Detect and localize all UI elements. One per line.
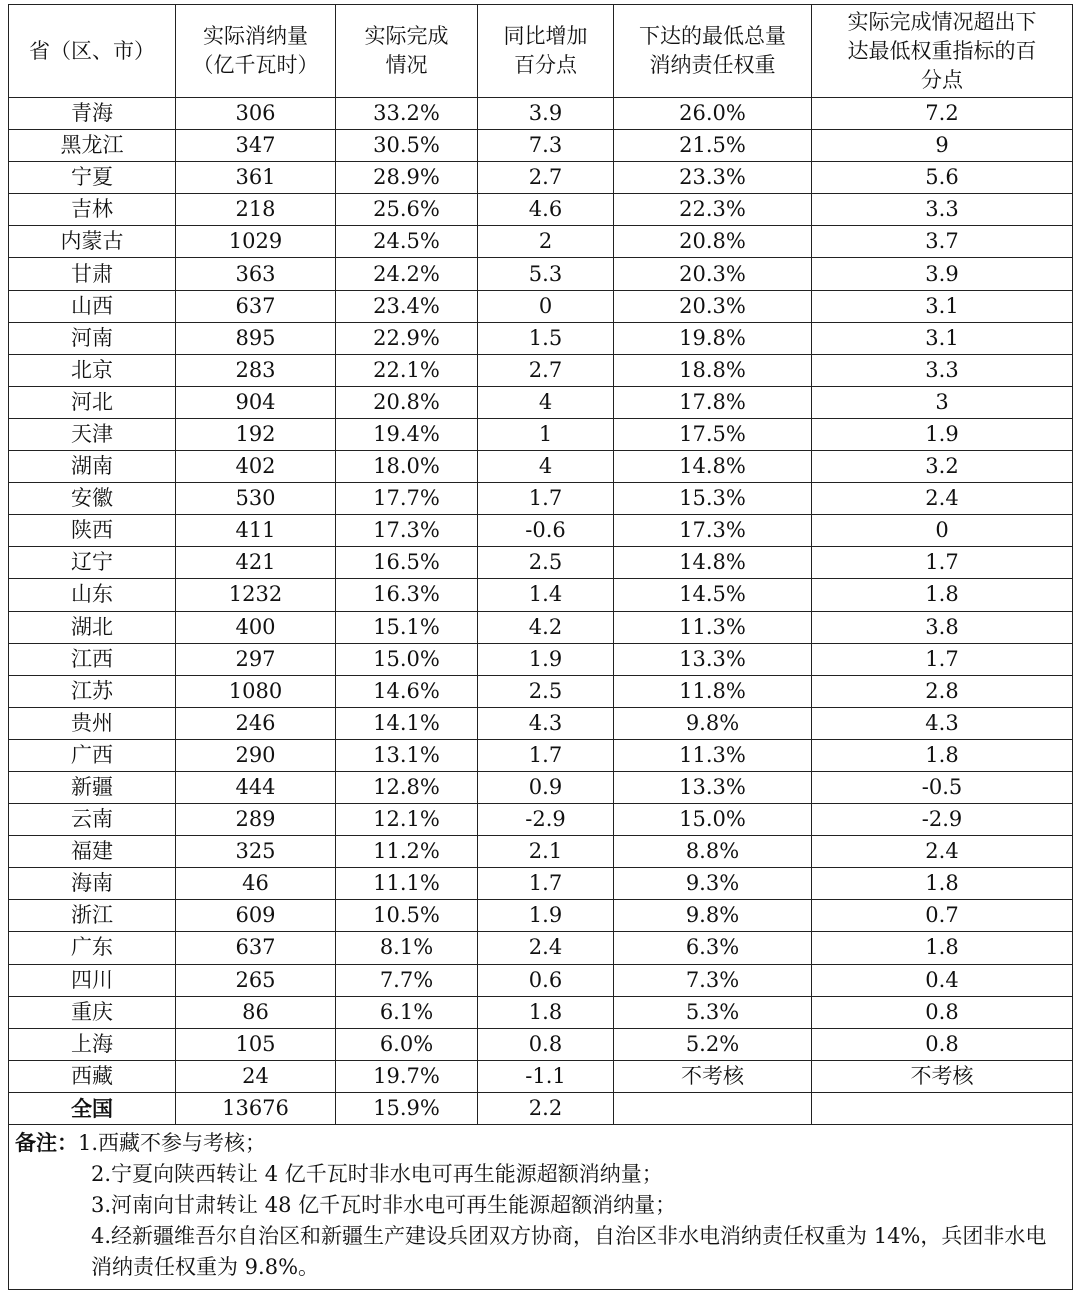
value-cell: 246 <box>176 707 336 739</box>
region-cell: 辽宁 <box>9 547 176 579</box>
table-row <box>9 707 1073 739</box>
value-cell <box>812 1092 1073 1124</box>
value-cell: 3.9 <box>812 258 1073 290</box>
value-cell: 20.3% <box>614 258 812 290</box>
value-cell: 2 <box>478 226 614 258</box>
table-row <box>9 868 1073 900</box>
consumption-table <box>8 4 1073 1290</box>
value-cell: 2.1 <box>478 836 614 868</box>
value-cell: 444 <box>176 771 336 803</box>
value-cell: 3.1 <box>812 290 1073 322</box>
value-cell: 1.7 <box>812 643 1073 675</box>
value-cell: 7.7% <box>336 964 478 996</box>
value-cell: 2.7 <box>478 162 614 194</box>
note-item: 2.宁夏向陕西转让 4 亿千瓦时非水电可再生能源超额消纳量； <box>91 1162 663 1186</box>
notes-title: 备注： <box>15 1130 78 1155</box>
value-cell: 33.2% <box>336 98 478 130</box>
value-cell: 1.4 <box>478 579 614 611</box>
value-cell: 0.6 <box>478 964 614 996</box>
column-header-4 <box>614 5 812 98</box>
total-row <box>9 1092 1073 1124</box>
value-cell: 4.3 <box>478 707 614 739</box>
value-cell: 3.9 <box>478 98 614 130</box>
value-cell: 411 <box>176 515 336 547</box>
value-cell: 10.5% <box>336 900 478 932</box>
value-cell: 2.2 <box>478 1092 614 1124</box>
value-cell: 11.8% <box>614 675 812 707</box>
region-cell: 西藏 <box>9 1060 176 1092</box>
table-header-row <box>9 5 1073 98</box>
value-cell: 19.8% <box>614 322 812 354</box>
value-cell: 20.8% <box>614 226 812 258</box>
value-cell: 2.4 <box>812 836 1073 868</box>
region-cell: 全国 <box>9 1092 176 1124</box>
value-cell: -2.9 <box>812 804 1073 836</box>
value-cell: 9 <box>812 130 1073 162</box>
region-cell: 山东 <box>9 579 176 611</box>
region-cell: 安徽 <box>9 483 176 515</box>
value-cell: 402 <box>176 451 336 483</box>
value-cell: 7.2 <box>812 98 1073 130</box>
column-header-line: 同比增加 <box>503 24 588 48</box>
table-body <box>9 98 1073 1290</box>
value-cell: 20.8% <box>336 386 478 418</box>
table-row <box>9 290 1073 322</box>
value-cell: 15.0% <box>614 804 812 836</box>
table-row <box>9 900 1073 932</box>
value-cell: 6.1% <box>336 996 478 1028</box>
value-cell: 3.2 <box>812 451 1073 483</box>
value-cell: 289 <box>176 804 336 836</box>
region-cell: 江西 <box>9 643 176 675</box>
value-cell: 530 <box>176 483 336 515</box>
value-cell: 11.3% <box>614 611 812 643</box>
region-cell: 海南 <box>9 868 176 900</box>
table-row <box>9 643 1073 675</box>
value-cell: 15.1% <box>336 611 478 643</box>
column-header-0 <box>9 5 176 98</box>
value-cell: 11.2% <box>336 836 478 868</box>
column-header-1 <box>176 5 336 98</box>
value-cell: 192 <box>176 418 336 450</box>
table-row <box>9 194 1073 226</box>
value-cell: 3.8 <box>812 611 1073 643</box>
table-row <box>9 354 1073 386</box>
column-header-line: 省（区、市） <box>29 38 155 63</box>
region-cell: 北京 <box>9 354 176 386</box>
region-cell: 湖南 <box>9 451 176 483</box>
value-cell: 1.9 <box>812 418 1073 450</box>
value-cell: 1.7 <box>478 868 614 900</box>
value-cell: 22.1% <box>336 354 478 386</box>
table-row <box>9 418 1073 450</box>
value-cell: 0.7 <box>812 900 1073 932</box>
value-cell: 4.6 <box>478 194 614 226</box>
region-cell: 山西 <box>9 290 176 322</box>
note-item: 4.经新疆维吾尔自治区和新疆生产建设兵团双方协商，自治区非水电消纳责任权重为 14%，兵团非水电消纳责任权重为 9.8%。 <box>91 1224 1047 1279</box>
region-cell: 河北 <box>9 386 176 418</box>
value-cell: 18.0% <box>336 451 478 483</box>
table-row <box>9 964 1073 996</box>
value-cell: 24 <box>176 1060 336 1092</box>
value-cell: 2.4 <box>478 932 614 964</box>
value-cell: 26.0% <box>614 98 812 130</box>
region-cell: 黑龙江 <box>9 130 176 162</box>
column-header-3 <box>478 5 614 98</box>
value-cell: 3.1 <box>812 322 1073 354</box>
value-cell: 3.3 <box>812 194 1073 226</box>
value-cell: 637 <box>176 290 336 322</box>
value-cell: 不考核 <box>614 1060 812 1092</box>
table-row <box>9 515 1073 547</box>
value-cell: 8.1% <box>336 932 478 964</box>
value-cell: 21.5% <box>614 130 812 162</box>
value-cell: 421 <box>176 547 336 579</box>
region-cell: 陕西 <box>9 515 176 547</box>
value-cell: 18.8% <box>614 354 812 386</box>
column-header-2 <box>336 5 478 98</box>
value-cell: 9.8% <box>614 707 812 739</box>
column-header-line: 百分点 <box>514 53 577 77</box>
region-cell: 江苏 <box>9 675 176 707</box>
value-cell <box>614 1092 812 1124</box>
value-cell: 3 <box>812 386 1073 418</box>
value-cell: 20.3% <box>614 290 812 322</box>
region-cell: 湖北 <box>9 611 176 643</box>
region-cell: 青海 <box>9 98 176 130</box>
value-cell: 1.7 <box>478 483 614 515</box>
value-cell: 5.2% <box>614 1028 812 1060</box>
note-item: 1.西藏不参与考核； <box>78 1131 267 1155</box>
value-cell: 23.3% <box>614 162 812 194</box>
value-cell: 46 <box>176 868 336 900</box>
value-cell: 24.2% <box>336 258 478 290</box>
table-row <box>9 322 1073 354</box>
value-cell: 14.5% <box>614 579 812 611</box>
value-cell: 13.1% <box>336 739 478 771</box>
value-cell: -1.1 <box>478 1060 614 1092</box>
table-row <box>9 996 1073 1028</box>
table-row <box>9 226 1073 258</box>
region-cell: 福建 <box>9 836 176 868</box>
value-cell: 14.8% <box>614 547 812 579</box>
value-cell: 2.5 <box>478 547 614 579</box>
value-cell: 13.3% <box>614 643 812 675</box>
table-row <box>9 675 1073 707</box>
region-cell: 上海 <box>9 1028 176 1060</box>
value-cell: 15.0% <box>336 643 478 675</box>
table-row <box>9 162 1073 194</box>
value-cell: 105 <box>176 1028 336 1060</box>
table-row <box>9 547 1073 579</box>
region-cell: 广西 <box>9 739 176 771</box>
value-cell: 4.3 <box>812 707 1073 739</box>
value-cell: 7.3% <box>614 964 812 996</box>
column-header-line: 下达的最低总量 <box>639 24 786 48</box>
value-cell: 9.3% <box>614 868 812 900</box>
value-cell: 0.4 <box>812 964 1073 996</box>
value-cell: 0 <box>812 515 1073 547</box>
value-cell: 4 <box>478 386 614 418</box>
value-cell: 1232 <box>176 579 336 611</box>
value-cell: 5.3 <box>478 258 614 290</box>
value-cell: 17.5% <box>614 418 812 450</box>
value-cell: 363 <box>176 258 336 290</box>
value-cell: 4.2 <box>478 611 614 643</box>
region-cell: 新疆 <box>9 771 176 803</box>
column-header-line: 消纳责任权重 <box>649 53 776 77</box>
table-row <box>9 386 1073 418</box>
table-row <box>9 836 1073 868</box>
table-row <box>9 579 1073 611</box>
document <box>8 4 1072 1290</box>
value-cell: 297 <box>176 643 336 675</box>
table-row <box>9 932 1073 964</box>
region-cell: 河南 <box>9 322 176 354</box>
note-item: 3.河南向甘肃转让 48 亿千瓦时非水电可再生能源超额消纳量； <box>91 1193 677 1217</box>
value-cell: 1.5 <box>478 322 614 354</box>
value-cell: 17.7% <box>336 483 478 515</box>
table-row <box>9 804 1073 836</box>
value-cell: 325 <box>176 836 336 868</box>
table-row <box>9 483 1073 515</box>
column-header-line: （亿千瓦时） <box>192 53 319 77</box>
region-cell: 四川 <box>9 964 176 996</box>
value-cell: 361 <box>176 162 336 194</box>
value-cell: 不考核 <box>812 1060 1073 1092</box>
table-row <box>9 1060 1073 1092</box>
value-cell: 1.7 <box>478 739 614 771</box>
value-cell: 11.1% <box>336 868 478 900</box>
value-cell: 2.7 <box>478 354 614 386</box>
value-cell: 11.3% <box>614 739 812 771</box>
value-cell: 30.5% <box>336 130 478 162</box>
value-cell: 904 <box>176 386 336 418</box>
table-row <box>9 451 1073 483</box>
region-cell: 重庆 <box>9 996 176 1028</box>
value-cell: 15.3% <box>614 483 812 515</box>
column-header-line: 情况 <box>385 53 428 77</box>
value-cell: 12.1% <box>336 804 478 836</box>
region-cell: 内蒙古 <box>9 226 176 258</box>
value-cell: 306 <box>176 98 336 130</box>
table-row <box>9 98 1073 130</box>
notes-row <box>9 1125 1073 1290</box>
value-cell: 290 <box>176 739 336 771</box>
value-cell: 5.6 <box>812 162 1073 194</box>
value-cell: 2.4 <box>812 483 1073 515</box>
value-cell: 218 <box>176 194 336 226</box>
value-cell: 1.8 <box>478 996 614 1028</box>
value-cell: 16.5% <box>336 547 478 579</box>
value-cell: 609 <box>176 900 336 932</box>
value-cell: 2.5 <box>478 675 614 707</box>
value-cell: 17.8% <box>614 386 812 418</box>
value-cell: 7.3 <box>478 130 614 162</box>
column-header-line: 实际完成 <box>364 24 449 48</box>
table-row <box>9 611 1073 643</box>
value-cell: 0.8 <box>478 1028 614 1060</box>
table-row <box>9 739 1073 771</box>
value-cell: 22.3% <box>614 194 812 226</box>
value-cell: 24.5% <box>336 226 478 258</box>
value-cell: 400 <box>176 611 336 643</box>
notes-cell <box>9 1125 1073 1290</box>
column-header-line: 达最低权重指标的百 <box>847 38 1037 63</box>
region-cell: 天津 <box>9 418 176 450</box>
value-cell: 1.9 <box>478 643 614 675</box>
value-cell: 5.3% <box>614 996 812 1028</box>
value-cell: 16.3% <box>336 579 478 611</box>
value-cell: 13.3% <box>614 771 812 803</box>
value-cell: 3.7 <box>812 226 1073 258</box>
value-cell: 1 <box>478 418 614 450</box>
value-cell: -0.6 <box>478 515 614 547</box>
value-cell: 1080 <box>176 675 336 707</box>
value-cell: 1.8 <box>812 868 1073 900</box>
value-cell: 1029 <box>176 226 336 258</box>
value-cell: 4 <box>478 451 614 483</box>
region-cell: 广东 <box>9 932 176 964</box>
value-cell: 12.8% <box>336 771 478 803</box>
value-cell: 8.8% <box>614 836 812 868</box>
value-cell: 0.8 <box>812 996 1073 1028</box>
value-cell: 19.7% <box>336 1060 478 1092</box>
region-cell: 吉林 <box>9 194 176 226</box>
value-cell: 15.9% <box>336 1092 478 1124</box>
value-cell: -0.5 <box>812 771 1073 803</box>
value-cell: 14.1% <box>336 707 478 739</box>
region-cell: 云南 <box>9 804 176 836</box>
value-cell: 86 <box>176 996 336 1028</box>
table-row <box>9 1028 1073 1060</box>
value-cell: 13676 <box>176 1092 336 1124</box>
value-cell: 283 <box>176 354 336 386</box>
value-cell: 2.8 <box>812 675 1073 707</box>
table-row <box>9 258 1073 290</box>
value-cell: 0.8 <box>812 1028 1073 1060</box>
value-cell: 14.6% <box>336 675 478 707</box>
value-cell: 3.3 <box>812 354 1073 386</box>
value-cell: 17.3% <box>336 515 478 547</box>
value-cell: 1.8 <box>812 739 1073 771</box>
value-cell: 14.8% <box>614 451 812 483</box>
value-cell: 0 <box>478 290 614 322</box>
value-cell: 6.3% <box>614 932 812 964</box>
value-cell: 25.6% <box>336 194 478 226</box>
region-cell: 甘肃 <box>9 258 176 290</box>
value-cell: 1.7 <box>812 547 1073 579</box>
value-cell: 22.9% <box>336 322 478 354</box>
table-row <box>9 130 1073 162</box>
value-cell: 265 <box>176 964 336 996</box>
region-cell: 浙江 <box>9 900 176 932</box>
column-header-line: 实际完成情况超出下 <box>847 9 1037 34</box>
value-cell: 23.4% <box>336 290 478 322</box>
value-cell: 17.3% <box>614 515 812 547</box>
value-cell: -2.9 <box>478 804 614 836</box>
value-cell: 1.9 <box>478 900 614 932</box>
value-cell: 1.8 <box>812 579 1073 611</box>
region-cell: 宁夏 <box>9 162 176 194</box>
value-cell: 19.4% <box>336 418 478 450</box>
value-cell: 637 <box>176 932 336 964</box>
value-cell: 6.0% <box>336 1028 478 1060</box>
value-cell: 1.8 <box>812 932 1073 964</box>
column-header-line: 分点 <box>921 67 963 92</box>
value-cell: 28.9% <box>336 162 478 194</box>
value-cell: 0.9 <box>478 771 614 803</box>
value-cell: 347 <box>176 130 336 162</box>
column-header-line: 实际消纳量 <box>203 24 308 48</box>
table-row <box>9 771 1073 803</box>
value-cell: 895 <box>176 322 336 354</box>
value-cell: 9.8% <box>614 900 812 932</box>
region-cell: 贵州 <box>9 707 176 739</box>
column-header-5 <box>812 5 1073 98</box>
